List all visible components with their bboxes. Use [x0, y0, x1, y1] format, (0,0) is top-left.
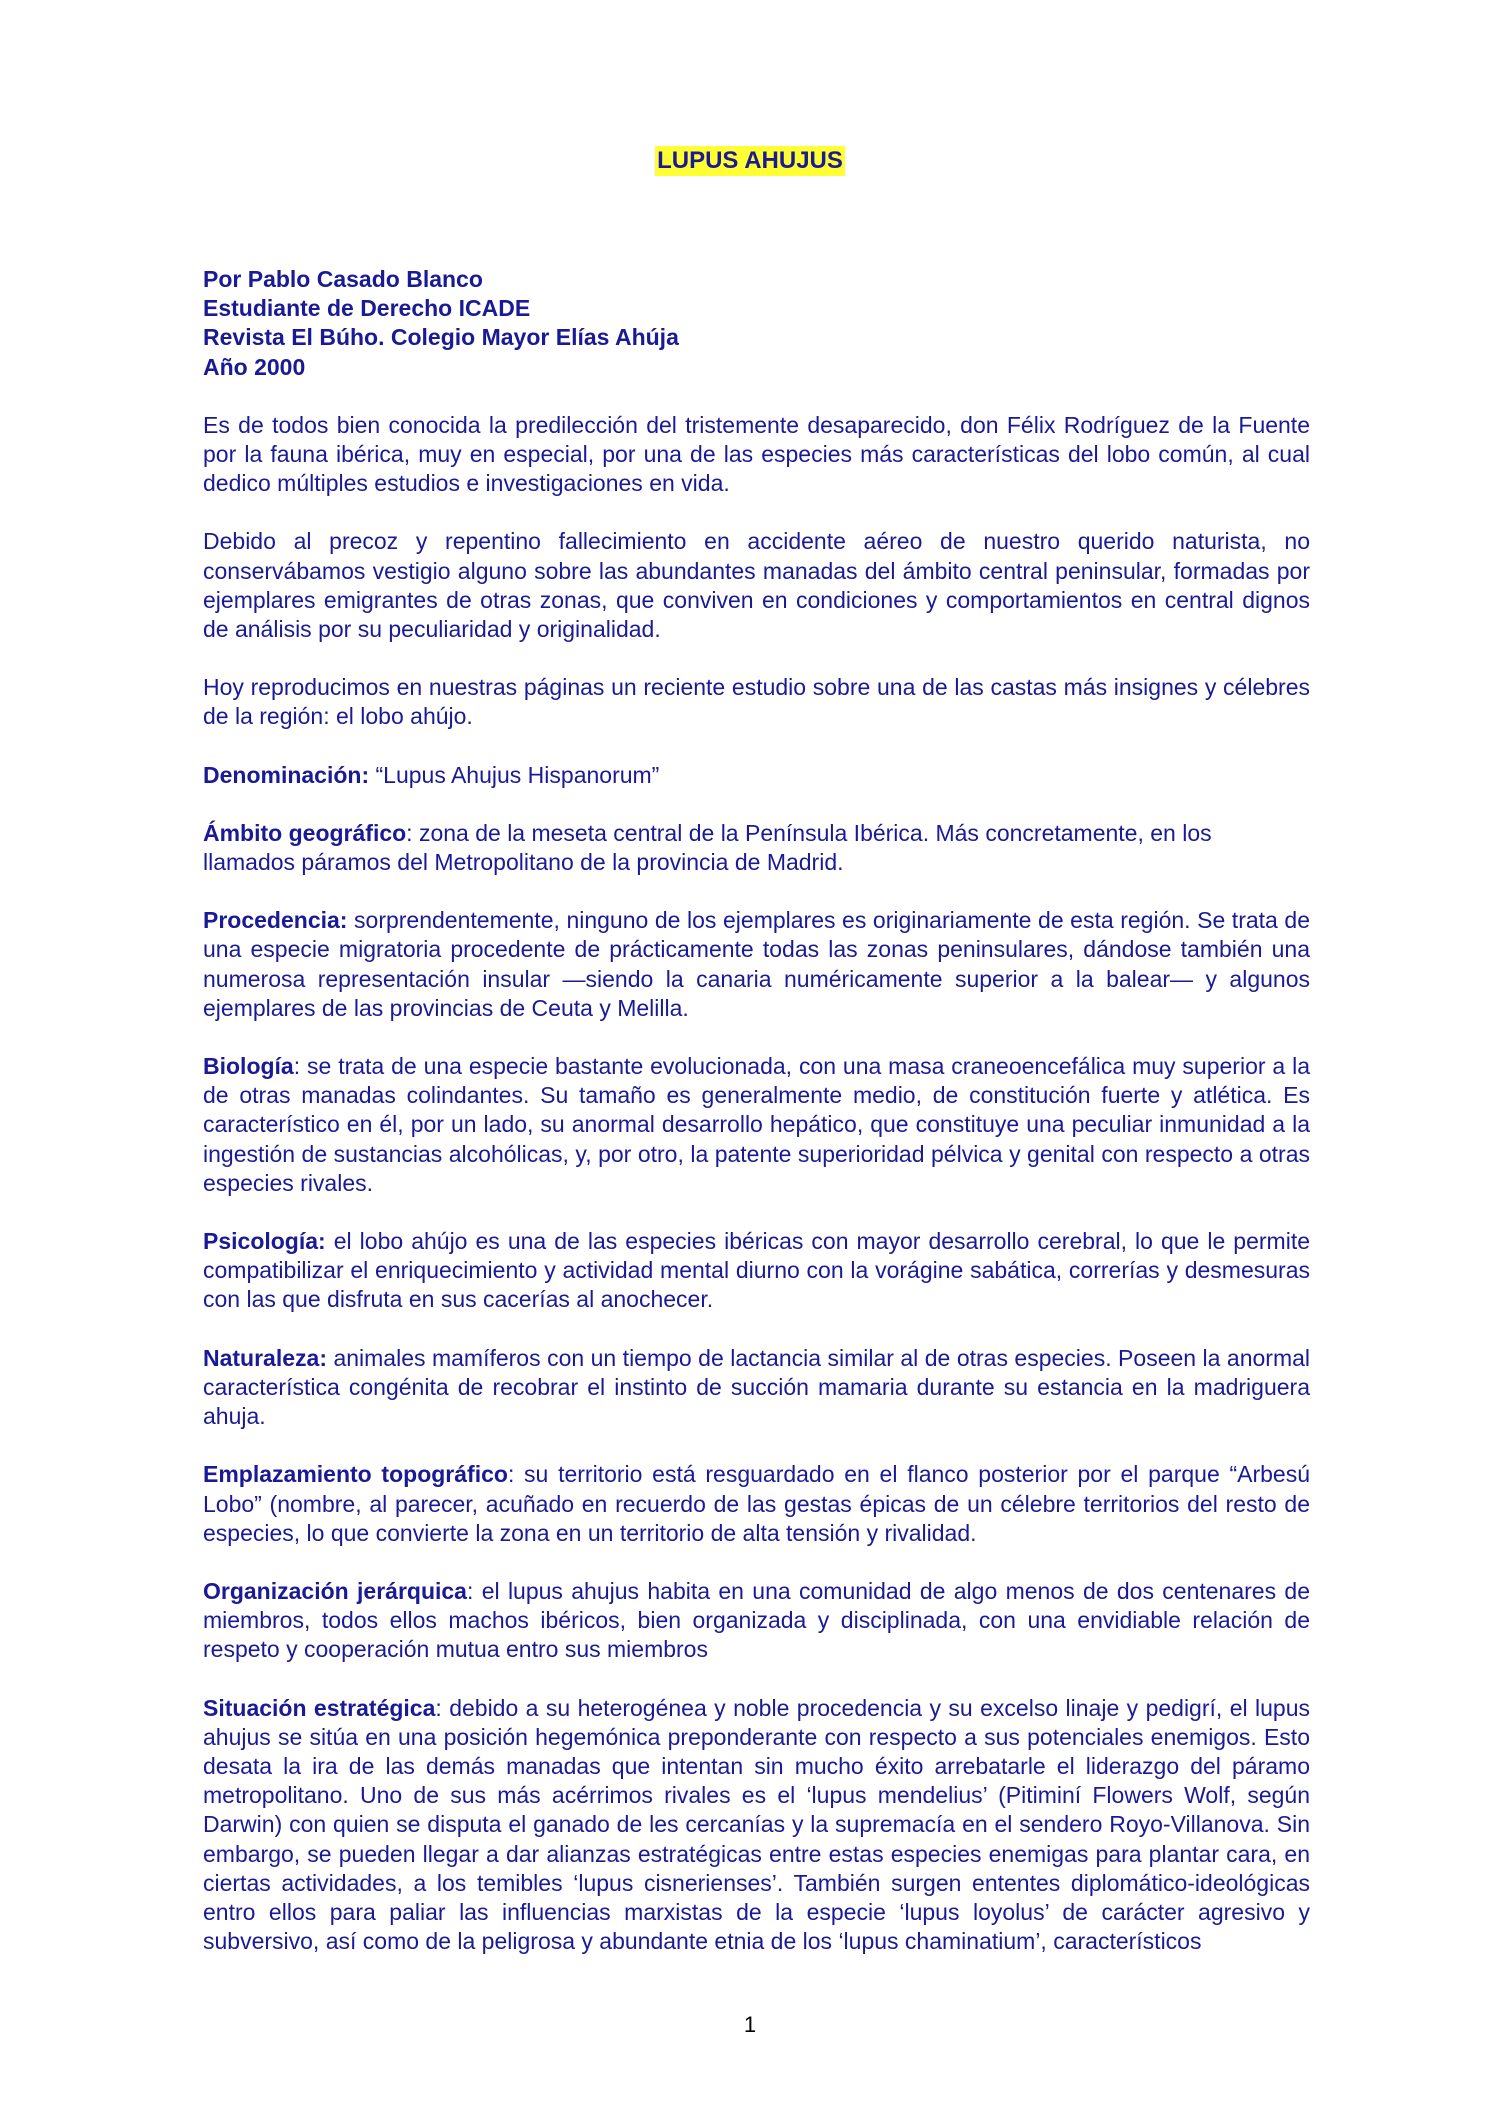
section-text: animales mamíferos con un tiempo de lactancia similar al de otras especies. Poseen la anormal característica congénita de recobrar el instinto de succión mamaria durante su estancia en la madriguera ahuja.	[203, 1344, 1310, 1430]
byline-affiliation: Estudiante de Derecho ICADE	[203, 295, 531, 322]
section-label: Denominación:	[203, 761, 370, 788]
section-emplazamiento-topografico	[203, 1460, 1310, 1548]
section-biologia	[203, 1052, 1310, 1198]
intro-paragraph: Hoy reproducimos en nuestras páginas un reciente estudio sobre una de las castas más insignes y célebres de la región: el lobo ahújo.	[203, 674, 1310, 730]
section-label: Situación estratégica	[203, 1694, 436, 1721]
document-body	[203, 265, 1310, 1956]
section-text: “Lupus Ahujus Hispanorum”	[369, 761, 660, 788]
section-label: Emplazamiento topográfico	[203, 1461, 508, 1488]
title-container	[0, 146, 1500, 176]
section-organizacion-jerarquica	[203, 1577, 1310, 1665]
section-text: : el lupus ahujus habita en una comunidad de algo menos de dos centenares de miembros, todos ellos machos ibéricos, bien organizada y disciplinada, con una envidiable relación de respeto y cooperación mutua entro sus miembros	[203, 1577, 1311, 1663]
byline	[203, 265, 1310, 382]
byline-year: Año 2000	[203, 353, 306, 380]
intro-paragraph: Debido al precoz y repentino fallecimiento en accidente aéreo de nuestro querido naturista, no conservábamos vestigio alguno sobre las abundantes manadas del ámbito central peninsular, formadas por ejemplares emigrantes de otras zonas, que conviven en condiciones y comportamientos en central dignos de análisis por su peculiaridad y originalidad.	[203, 528, 1310, 643]
section-label: Naturaleza:	[203, 1344, 327, 1371]
section-label: Procedencia:	[203, 907, 348, 934]
intro-paragraph: Es de todos bien conocida la predilección del tristemente desaparecido, don Félix Rodríguez de la Fuente por la fauna ibérica, muy en especial, por una de las especies más características del lobo común, al cual dedico múltiples estudios e investigaciones en vida.	[203, 411, 1310, 497]
section-text: sorprendentemente, ninguno de los ejemplares es originariamente de esta región. Se trata de una especie migratoria procedente de prácticamente todas las zonas peninsulares, dándose también una numerosa representación insular —siendo la canaria numéricamente superior a la balear— y algunos ejemplares de las provincias de Ceuta y Melilla.	[203, 907, 1310, 1021]
section-text: : debido a su heterogénea y noble procedencia y su excelso linaje y pedigrí, el lupus ahujus se sitúa en una posición hegemónica preponderante con respecto a sus potenciales enemigos. Esto desata la ira de las demás manadas que intentan sin mucho éxito arrebatarle el liderazgo del páramo metropolitano. Uno de sus más acérrimos rivales es el ‘lupus mendelius’ (Pitiminí Flowers Wolf, según Darwin) con quien se disputa el ganado de les cercanías y la supremacía en el sendero Royo-Villanova. Sin embargo, se pueden llegar a dar alianzas estratégicas entre estas especies enemigas para plantar cara, en ciertas actividades, a los temibles ‘lupus cisnerienses’. También surgen ententes diplomático-ideológicas entro ellos para paliar las influencias marxistas de la especie ‘lupus loyolus’ de carácter agresivo y subversivo, así como de la peligrosa y abundante etnia de los ‘lupus chaminatium’, característicos	[203, 1694, 1311, 1955]
section-psicologia	[203, 1227, 1310, 1315]
byline-author: Por Pablo Casado Blanco	[203, 266, 483, 292]
page-number: 1	[743, 2012, 757, 2037]
section-text: : zona de la meseta central de la Península Ibérica. Más concretamente, en los llamados páramos del Metropolitano de la provincia de Madrid.	[203, 819, 1212, 876]
section-text: : su territorio está resguardado en el flanco posterior por el parque “Arbesú Lobo” (nombre, al parecer, acuñado en recuerdo de las gestas épicas de un célebre territorios del resto de especies, lo que convierte la zona en un territorio de alta tensión y rivalidad.	[203, 1461, 1310, 1546]
document-title: LUPUS AHUJUS	[657, 147, 843, 174]
section-procedencia	[203, 906, 1310, 1023]
section-label: Ámbito geográfico	[203, 819, 407, 846]
section-text: el lobo ahújo es una de las especies ibéricas con mayor desarrollo cerebral, lo que le permite compatibilizar el enriquecimiento y actividad mental diurno con la vorágine sabática, correrías y desmesuras con las que disfruta en sus cacerías al anochecer.	[203, 1228, 1310, 1313]
section-ambito-geografico	[203, 819, 1310, 877]
section-denominacion	[203, 761, 1310, 790]
section-label: Organización jerárquica	[203, 1577, 467, 1604]
section-naturaleza	[203, 1344, 1310, 1432]
byline-publication: Revista El Búho. Colegio Mayor Elías Ahúja	[203, 324, 679, 351]
section-situacion-estrategica	[203, 1694, 1310, 1957]
section-label: Biología	[203, 1053, 294, 1080]
section-text: : se trata de una especie bastante evolucionada, con una masa craneoencefálica muy superior a la de otras manadas colindantes. Su tamaño es generalmente medio, de constitución fuerte y atlética. Es característico en él, por un lado, su anormal desarrollo hepático, que constituye una peculiar inmunidad a la ingestión de sustancias alcohólicas, y, por otro, la patente superioridad pélvica y genital con respecto a otras especies rivales.	[203, 1053, 1310, 1196]
section-label: Psicología:	[203, 1228, 326, 1255]
